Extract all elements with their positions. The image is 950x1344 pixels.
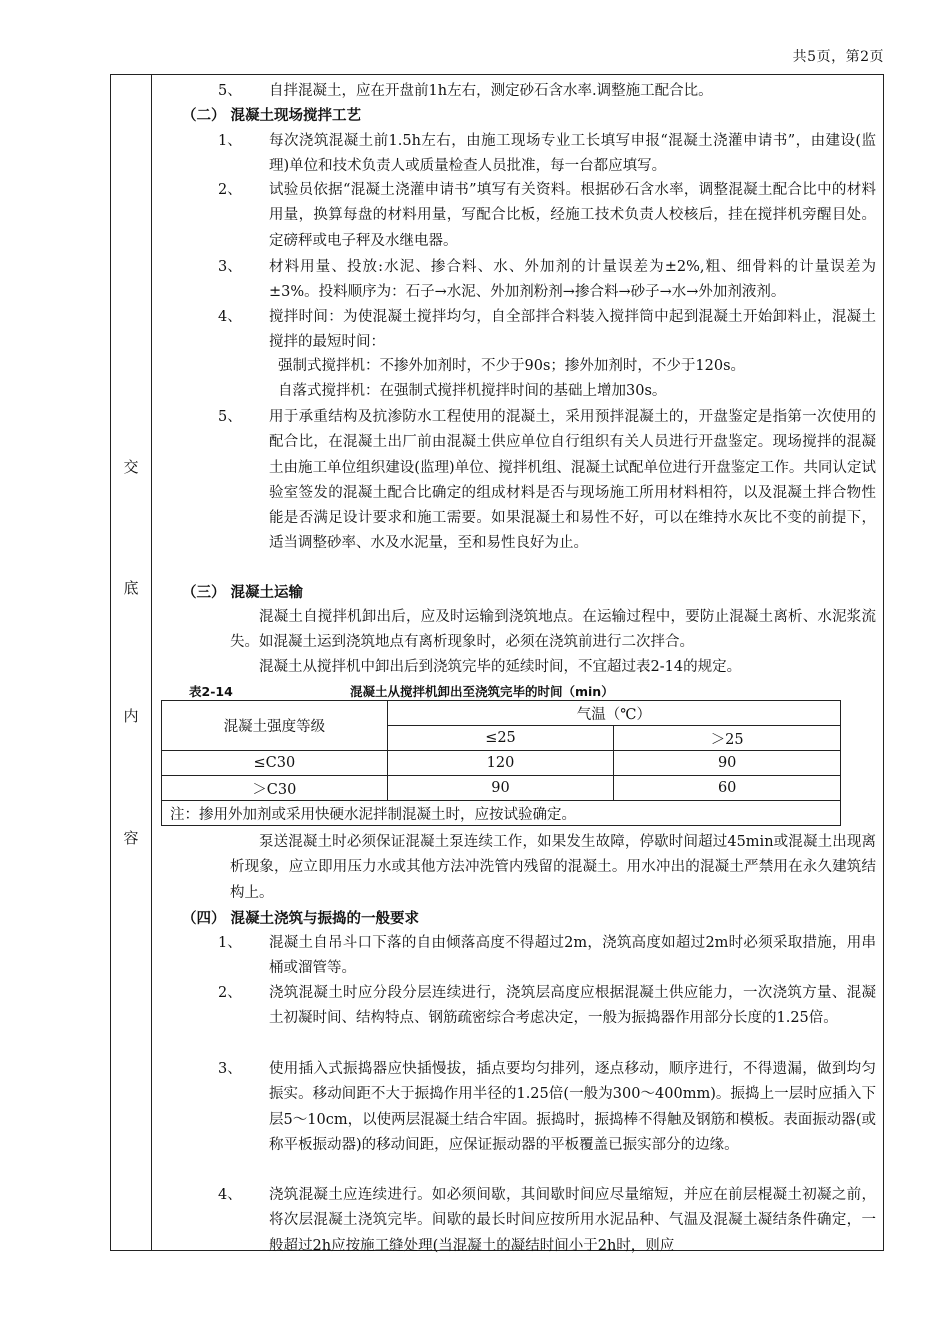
item-number: 1、 <box>218 935 242 951</box>
table-subheader: ＞25 <box>614 726 841 751</box>
item-text: 自拌混凝土，应在开盘前1h左右，测定砂石含水率.调整施工配合比。 <box>269 83 713 99</box>
item-number: 3、 <box>218 259 242 275</box>
item-number: 2、 <box>218 985 242 1001</box>
time-limit-table <box>161 700 841 826</box>
item-number: 1、 <box>218 133 242 149</box>
item-number: 2、 <box>218 182 242 198</box>
section-heading: （三） 混凝土运输 <box>182 584 304 601</box>
item-text: 每次浇筑混凝土前1.5h左右，由施工现场专业工长填写申报“混凝土浇灌申请书”，由建设(监理)单位和技术负责人或质量检查人员批准，每一台都应填写。 <box>269 133 876 175</box>
sub-line-forced-mixer: 强制式搅拌机：不掺外加剂时，不少于90s；掺外加剂时，不少于120s。 <box>278 358 746 374</box>
item-text: 试验员依据“混凝土浇灌申请书”填写有关资料。根据砂石含水率，调整混凝土配合比中的材料用量，换算每盘的材料用量，写配合比板，经施工技术负责人校核后，挂在搅拌机旁醒目处。定磅秤或电子秤及水继电器。 <box>269 182 876 249</box>
item-text: 用于承重结构及抗渗防水工程使用的混凝土，采用预拌混凝土的，开盘鉴定是指第一次使用的配合比，在混凝土出厂前由混凝土供应单位自行组织有关人员进行开盘鉴定。现场搅拌的混凝土由施工单位组织建设(监理)单位、搅拌机组、混凝土试配单位进行开盘鉴定工作。共同认定试验室签发的混凝土配合比确定的组成材料是否与现场施工所用材料相符，以及混凝土拌合物性能是否满足设计要求和施工需要。如果混凝土和易性不好，可以在维持水灰比不变的前提下，适当调整砂率、水及水泥量，至和易性良好为止。 <box>269 409 876 552</box>
section-heading: （二） 混凝土现场搅拌工艺 <box>182 107 362 124</box>
paragraph: 泵送混凝土时必须保证混凝土泵连续工作，如果发生故障，停歇时间超过45min或混凝土出现离析现象，应立即用压力水或其他方法冲洗管内残留的混凝土。用水冲出的混凝土严禁用在永久建筑结构上。 <box>230 834 876 901</box>
table-number: 表2-14 <box>189 684 233 699</box>
item-text: 浇筑混凝土应连续进行。如必须间歇，其间歇时间应尽量缩短，并应在前层棍凝土初凝之前，将次层混凝土浇筑完毕。间歇的最长时间应按所用水泥品种、气温及混凝土凝结条件确定，一般超过2h应按施工缝处理(当混凝土的凝结时间小于2h时，则应 <box>269 1187 876 1254</box>
table-cell: ≤C30 <box>162 751 388 776</box>
content-area <box>152 75 883 1254</box>
sub-line-gravity-mixer: 自落式搅拌机：在强制式搅拌机搅拌时间的基础上增加30s。 <box>278 383 667 399</box>
table-header-grade: 混凝土强度等级 <box>162 701 388 751</box>
table-header-temperature: 气温（℃） <box>387 701 840 726</box>
side-label-char: 内 <box>123 707 139 725</box>
side-label-char: 底 <box>123 579 139 597</box>
item-text: 搅拌时间：为使混凝土搅拌均匀，自全部拌合料装入搅拌筒中起到混凝土开始卸料止，混凝土搅拌的最短时间： <box>269 309 876 351</box>
table-cell: 120 <box>387 751 614 776</box>
table-cell: 90 <box>387 776 614 801</box>
page-indicator: 共5页，第2页 <box>792 49 884 65</box>
table-cell: 90 <box>614 751 841 776</box>
item-number: 4、 <box>218 309 242 325</box>
paragraph: 混凝土从搅拌机中卸出后到浇筑完毕的延续时间，不宜超过表2-14的规定。 <box>259 659 742 675</box>
section-heading: （四） 混凝土浇筑与振捣的一般要求 <box>182 910 420 927</box>
item-number: 4、 <box>218 1187 242 1203</box>
table-cell: ＞C30 <box>162 776 388 801</box>
document-frame <box>110 74 884 1254</box>
item-text: 浇筑混凝土时应分段分层连续进行，浇筑层高度应根据混凝土供应能力，一次浇筑方量、混凝土初凝时间、结构特点、钢筋疏密综合考虑决定，一般为振捣器作用部分长度的1.25倍。 <box>269 985 876 1027</box>
table-cell: 60 <box>614 776 841 801</box>
item-number: 3、 <box>218 1061 242 1077</box>
item-text: 混凝土自吊斗口下落的自由倾落高度不得超过2m，浇筑高度如超过2m时必须采取措施，用串桶或溜管等。 <box>269 935 876 977</box>
item-text: 材料用量、投放:水泥、掺合料、水、外加剂的计量误差为±2%,粗、细骨料的计量误差为±3%。投料顺序为：石子→水泥、外加剂粉剂→掺合料→砂子→水→外加剂液剂。 <box>269 259 876 301</box>
side-label-column <box>111 75 152 1250</box>
item-number: 5、 <box>218 83 242 99</box>
table-subheader: ≤25 <box>387 726 614 751</box>
table-note: 注：掺用外加剂或采用快硬水泥拌制混凝土时，应按试验确定。 <box>162 801 841 826</box>
table-title: 混凝土从搅拌机卸出至浇筑完毕的时间（min） <box>350 684 614 699</box>
side-label-char: 交 <box>123 458 139 476</box>
item-text: 使用插入式振捣器应快插慢拔，插点要均匀排列，逐点移动，顺序进行，不得遗漏，做到均匀振实。移动间距不大于振捣作用半径的1.25倍(一般为300～400mm)。振捣上一层时应插入下层5～10cm，以使两层混凝土结合牢固。振捣时，振捣棒不得触及钢筋和模板。表面振动器(或称平板振动器)的移动间距，应保证振动器的平板覆盖已振实部分的边缘。 <box>269 1061 876 1153</box>
paragraph: 混凝土自搅拌机卸出后，应及时运输到浇筑地点。在运输过程中，要防止混凝土离析、水泥浆流失。如混凝土运到浇筑地点有离析现象时，必须在浇筑前进行二次拌合。 <box>230 609 876 651</box>
item-number: 5、 <box>218 409 242 425</box>
side-label-char: 容 <box>123 829 139 847</box>
